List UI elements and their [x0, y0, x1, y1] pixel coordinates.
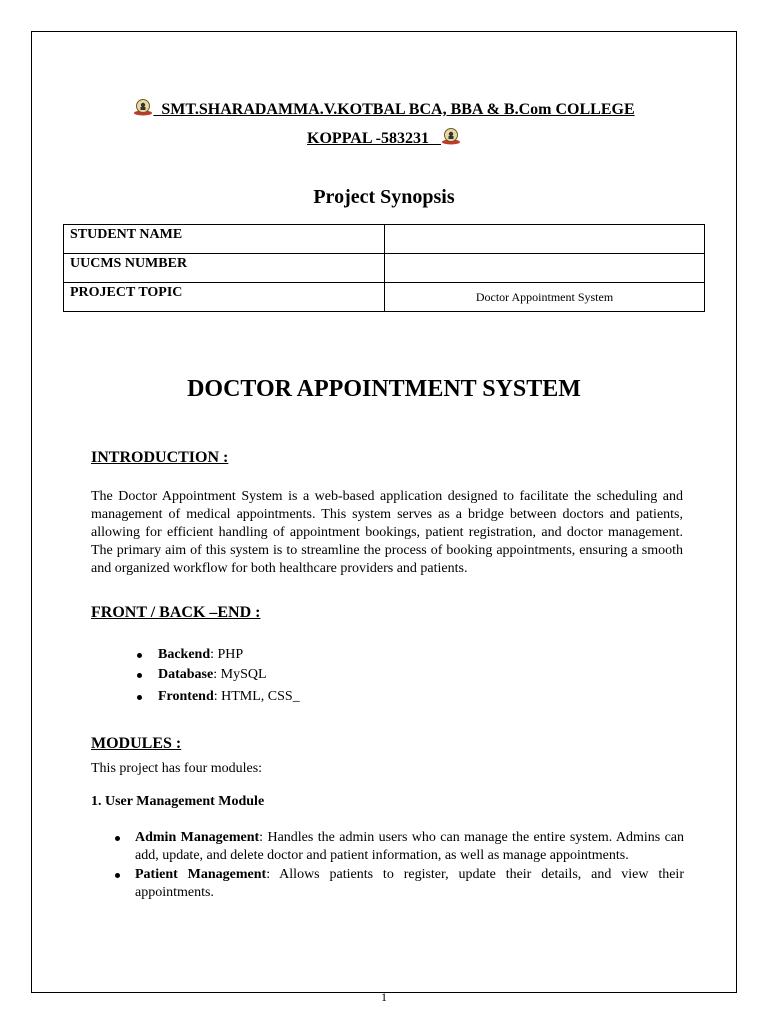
introduction-text: The Doctor Appointment System is a web-based application designed to facilitate the scheduling and management of medical appointments. This system serves as a bridge between doctors and patients, allowing for efficient handling of appointment bookings, patient registration, and doctor management. The primary aim of this system is to streamline the process of booking appointments, ensuring a smooth and organized workflow for both healthcare providers and patients. — [91, 489, 683, 576]
table-value-cell — [385, 254, 705, 283]
table-value-cell — [385, 225, 705, 254]
list-item — [135, 866, 684, 902]
synopsis-title: Project Synopsis — [313, 186, 455, 208]
main-title: DOCTOR APPOINTMENT SYSTEM — [187, 376, 581, 402]
tech-value: : MySQL — [213, 667, 267, 682]
bullet-icon — [137, 695, 142, 700]
bullet-icon — [115, 873, 120, 878]
college-name-text: SMT.SHARADAMMA.V.KOTBAL BCA, BBA & B.Com COLLEGE — [161, 101, 635, 118]
table-row — [64, 254, 705, 283]
module-label: Admin Management — [135, 830, 260, 845]
tech-value: : PHP — [210, 647, 244, 662]
table-value-cell: Doctor Appointment System — [385, 283, 705, 312]
table-row — [64, 283, 705, 312]
page-number: 1 — [381, 990, 387, 1004]
list-item — [158, 688, 300, 706]
bullet-icon — [115, 836, 120, 841]
list-item — [158, 646, 300, 664]
module-description: : Handles the admin users who can manage the entire system. Admins can add, update, and delete doctor and patient information, as well as manage appointments. — [135, 830, 684, 863]
college-emblem-icon — [441, 127, 461, 145]
table-label-cell: PROJECT TOPIC — [64, 283, 385, 312]
tech-label: Database — [158, 667, 214, 682]
college-name-line2 — [0, 127, 768, 149]
module-description: : Allows patients to register, update their details, and view their appointments. — [135, 867, 684, 900]
tech-stack-heading: FRONT / BACK –END : — [91, 604, 261, 621]
modules-intro: This project has four modules: — [91, 761, 263, 776]
table-label-cell: UUCMS NUMBER — [64, 254, 385, 283]
tech-label: Backend — [158, 647, 211, 662]
module-label: Patient Management — [135, 867, 267, 882]
table-row — [64, 225, 705, 254]
college-name-line1 — [0, 98, 768, 120]
college-emblem-icon — [133, 98, 153, 116]
bullet-icon — [137, 653, 142, 658]
tech-value: : HTML, CSS_ — [213, 689, 300, 704]
table-label-cell: STUDENT NAME — [64, 225, 385, 254]
module1-title: 1. User Management Module — [91, 794, 265, 809]
student-info-table — [63, 224, 705, 312]
college-address-text: KOPPAL -583231 — [307, 130, 429, 147]
module-list — [135, 829, 684, 902]
introduction-heading: INTRODUCTION : — [91, 449, 229, 466]
bullet-icon — [137, 673, 142, 678]
list-item — [158, 666, 300, 684]
modules-heading: MODULES : — [91, 735, 182, 752]
tech-stack-list — [158, 646, 300, 706]
tech-label: Frontend — [158, 689, 214, 704]
list-item — [135, 829, 684, 865]
